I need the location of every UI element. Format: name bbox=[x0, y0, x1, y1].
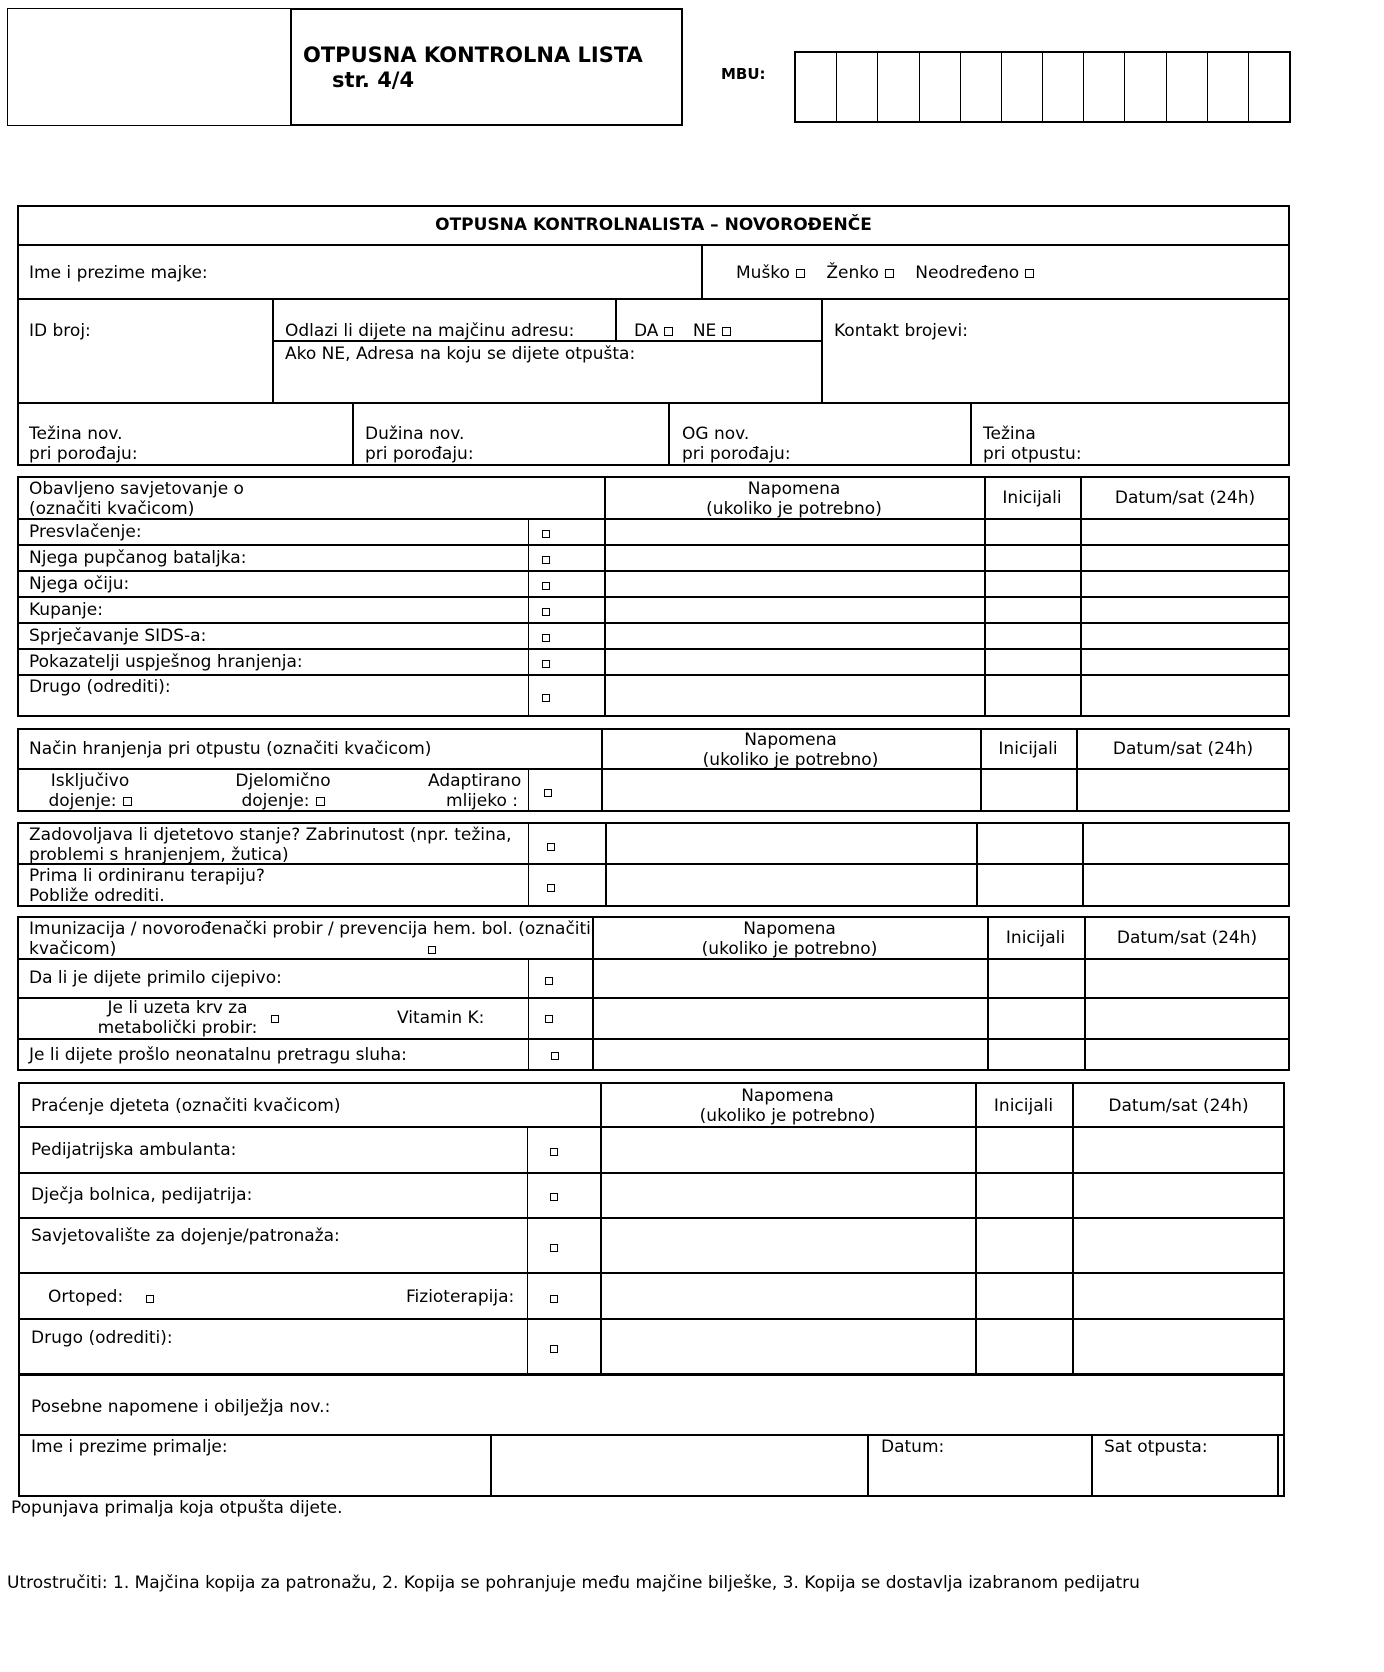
followup-header: Praćenje djeteta (označiti kvačicom) bbox=[31, 1096, 341, 1116]
title-box bbox=[290, 8, 683, 126]
exclusive-breastfeeding-option[interactable]: Isključivo dojenje: bbox=[40, 771, 140, 811]
counseling-item: Kupanje: bbox=[29, 600, 103, 620]
breastfeeding-counseling-label: Savjetovalište za dojenje/patronaža: bbox=[31, 1226, 340, 1246]
childrens-hospital-label: Dječja bolnica, pedijatrija: bbox=[31, 1185, 253, 1205]
datetime-column-header: Datum/sat (24h) bbox=[1108, 1096, 1249, 1116]
discharge-weight-label[interactable]: Težina pri otpustu: bbox=[983, 424, 1082, 464]
datetime-column-header: Datum/sat (24h) bbox=[1112, 739, 1254, 759]
no-checkbox[interactable] bbox=[722, 327, 731, 336]
pediatric-clinic-checkbox[interactable] bbox=[550, 1148, 558, 1156]
counseling-item: Njega pupčanog bataljka: bbox=[29, 548, 247, 568]
initials-column-header: Inicijali bbox=[993, 1096, 1054, 1116]
mbu-digit-box[interactable] bbox=[1208, 53, 1249, 121]
mbu-digit-box[interactable] bbox=[961, 53, 1002, 121]
immunization-header: Imunizacija / novorođenački probir / prevencija hem. bol. (označiti kvačicom) bbox=[29, 919, 591, 959]
birth-weight-label[interactable]: Težina nov. pri porođaju: bbox=[29, 424, 138, 464]
contact-label: Kontakt brojevi: bbox=[834, 321, 968, 341]
breastfeeding-counseling-checkbox[interactable] bbox=[550, 1244, 558, 1252]
date-label: Datum: bbox=[881, 1437, 945, 1457]
physiotherapy-checkbox[interactable] bbox=[550, 1295, 558, 1303]
mbu-digit-box[interactable] bbox=[837, 53, 878, 121]
midwife-signature-field[interactable] bbox=[495, 1440, 863, 1492]
physiotherapy-label: Fizioterapija: bbox=[406, 1287, 515, 1307]
datetime-column-header: Datum/sat (24h) bbox=[1116, 928, 1258, 948]
counseling-checkbox[interactable] bbox=[542, 530, 550, 538]
sex-male-checkbox[interactable] bbox=[796, 269, 805, 278]
address-yes-no bbox=[634, 321, 731, 342]
sex-options bbox=[736, 263, 1034, 284]
counseling-checkbox[interactable] bbox=[542, 582, 550, 590]
mbu-digit-box[interactable] bbox=[878, 53, 919, 121]
followup-other-checkbox[interactable] bbox=[550, 1345, 558, 1353]
alt-address-field[interactable] bbox=[280, 368, 815, 400]
midwife-name-label: Ime i prezime primalje: bbox=[31, 1437, 228, 1457]
mother-address-question: Odlazi li dijete na majčinu adresu: bbox=[285, 321, 575, 341]
counseling-item: Njega očiju: bbox=[29, 574, 130, 594]
note-column-header: Napomena (ukoliko je potrebno) bbox=[702, 730, 879, 770]
mbu-digit-box[interactable] bbox=[920, 53, 961, 121]
mbu-digit-box[interactable] bbox=[1249, 53, 1289, 121]
vitamin-k-checkbox[interactable] bbox=[545, 1015, 553, 1023]
mbu-digit-box[interactable] bbox=[1167, 53, 1208, 121]
note-column-header: Napomena (ukoliko je potrebno) bbox=[706, 479, 882, 519]
yes-checkbox[interactable] bbox=[664, 327, 673, 336]
mbu-label: MBU: bbox=[721, 65, 766, 83]
form-title: OTPUSNA KONTROLNALISTA – NOVOROĐENČE bbox=[435, 215, 872, 235]
mbu-digit-box[interactable] bbox=[1084, 53, 1125, 121]
orthoped-checkbox[interactable] bbox=[146, 1295, 154, 1303]
counseling-checkbox[interactable] bbox=[542, 634, 550, 642]
hearing-checkbox[interactable] bbox=[551, 1052, 559, 1060]
id-field[interactable] bbox=[25, 345, 265, 400]
head-circumference-label[interactable]: OG nov. pri porođaju: bbox=[682, 424, 791, 464]
no-label: NE bbox=[692, 321, 717, 341]
sex-female-checkbox[interactable] bbox=[885, 269, 894, 278]
condition-question: Zadovoljava li djetetovo stanje? Zabrinutost (npr. težina, problemi s hranjenjem, žutica) bbox=[29, 825, 512, 865]
yes-label: DA bbox=[634, 321, 659, 341]
birth-length-label[interactable]: Dužina nov. pri porođaju: bbox=[365, 424, 474, 464]
mother-name-field[interactable] bbox=[230, 250, 695, 295]
counseling-checkbox[interactable] bbox=[542, 694, 550, 702]
note-column-header: Napomena (ukoliko je potrebno) bbox=[699, 1086, 876, 1126]
partial-breastfeeding-checkbox[interactable] bbox=[316, 797, 325, 806]
mbu-digit-box[interactable] bbox=[1002, 53, 1043, 121]
childrens-hospital-checkbox[interactable] bbox=[550, 1193, 558, 1201]
special-notes-field[interactable] bbox=[340, 1380, 1275, 1430]
partial-breastfeeding-option[interactable]: Djelomično dojenje: bbox=[235, 771, 331, 811]
document-title: OTPUSNA KONTROLNA LISTA bbox=[303, 43, 643, 67]
date-field[interactable] bbox=[875, 1460, 1085, 1492]
mbu-digit-box[interactable] bbox=[1043, 53, 1084, 121]
followup-other-label: Drugo (odrediti): bbox=[31, 1328, 173, 1348]
counseling-checkbox[interactable] bbox=[542, 608, 550, 616]
datetime-column-header: Datum/sat (24h) bbox=[1114, 488, 1256, 508]
counseling-item: Pokazatelji uspješnog hranjenja: bbox=[29, 652, 303, 672]
initials-column-header: Inicijali bbox=[1005, 928, 1066, 948]
copies-instruction: Utrostručiti: 1. Majčina kopija za patronažu, 2. Kopija se pohranjuje među majčine bilješke, 3. Kopija se dostavlja izabranom pedijatru bbox=[7, 1573, 1140, 1593]
filled-by-note: Popunjava primalja koja otpušta dijete. bbox=[11, 1498, 343, 1518]
page-number: str. 4/4 bbox=[332, 68, 415, 92]
discharge-time-label: Sat otpusta: bbox=[1104, 1437, 1208, 1457]
mbu-digit-box[interactable] bbox=[796, 53, 837, 121]
immunization-checkbox[interactable] bbox=[428, 946, 436, 954]
sex-female-label: Ženko bbox=[826, 263, 879, 283]
metabolic-screening-question: Je li uzeta krv za metabolički probir: bbox=[97, 998, 258, 1038]
discharge-time-field[interactable] bbox=[1098, 1460, 1273, 1492]
sex-undetermined-label: Neodređeno bbox=[915, 263, 1020, 283]
initials-column-header: Inicijali bbox=[1002, 488, 1062, 508]
therapy-question: Prima li ordiniranu terapiju? Pobliže odrediti. bbox=[29, 866, 265, 906]
counseling-item: Presvlačenje: bbox=[29, 522, 142, 542]
condition-checkbox[interactable] bbox=[547, 843, 555, 851]
vitamin-k-label: Vitamin K: bbox=[397, 1008, 485, 1028]
formula-checkbox[interactable] bbox=[544, 789, 552, 797]
counseling-checkbox[interactable] bbox=[542, 660, 550, 668]
exclusive-breastfeeding-checkbox[interactable] bbox=[123, 797, 132, 806]
mbu-input[interactable] bbox=[794, 51, 1291, 123]
counseling-checkbox[interactable] bbox=[542, 556, 550, 564]
vaccine-checkbox[interactable] bbox=[545, 977, 553, 985]
logo-area bbox=[7, 8, 292, 126]
metabolic-screening-checkbox[interactable] bbox=[271, 1015, 279, 1023]
therapy-checkbox[interactable] bbox=[547, 884, 555, 892]
hearing-question: Je li dijete prošlo neonatalnu pretragu sluha: bbox=[29, 1045, 407, 1065]
sex-undetermined-checkbox[interactable] bbox=[1025, 269, 1034, 278]
counseling-header: Obavljeno savjetovanje o (označiti kvačicom) bbox=[29, 479, 244, 519]
sex-male-label: Muško bbox=[736, 263, 790, 283]
feeding-header: Način hranjenja pri otpustu (označiti kvačicom) bbox=[29, 739, 432, 759]
orthoped-label: Ortoped: bbox=[48, 1287, 124, 1307]
mother-name-label: Ime i prezime majke: bbox=[29, 263, 208, 283]
counseling-item: Sprječavanje SIDS-a: bbox=[29, 626, 207, 646]
id-label: ID broj: bbox=[29, 321, 91, 341]
counseling-item: Drugo (odrediti): bbox=[29, 677, 171, 697]
pediatric-clinic-label: Pedijatrijska ambulanta: bbox=[31, 1140, 237, 1160]
mbu-digit-box[interactable] bbox=[1125, 53, 1166, 121]
formula-option[interactable]: Adaptirano mlijeko : bbox=[428, 771, 522, 811]
contact-field[interactable] bbox=[830, 345, 1280, 400]
vaccine-question: Da li je dijete primilo cijepivo: bbox=[29, 968, 282, 988]
note-column-header: Napomena (ukoliko je potrebno) bbox=[701, 919, 878, 959]
special-notes-label: Posebne napomene i obilježja nov.: bbox=[31, 1397, 331, 1417]
alt-address-label: Ako NE, Adresa na koju se dijete otpušta: bbox=[285, 344, 636, 364]
initials-column-header: Inicijali bbox=[998, 739, 1058, 759]
